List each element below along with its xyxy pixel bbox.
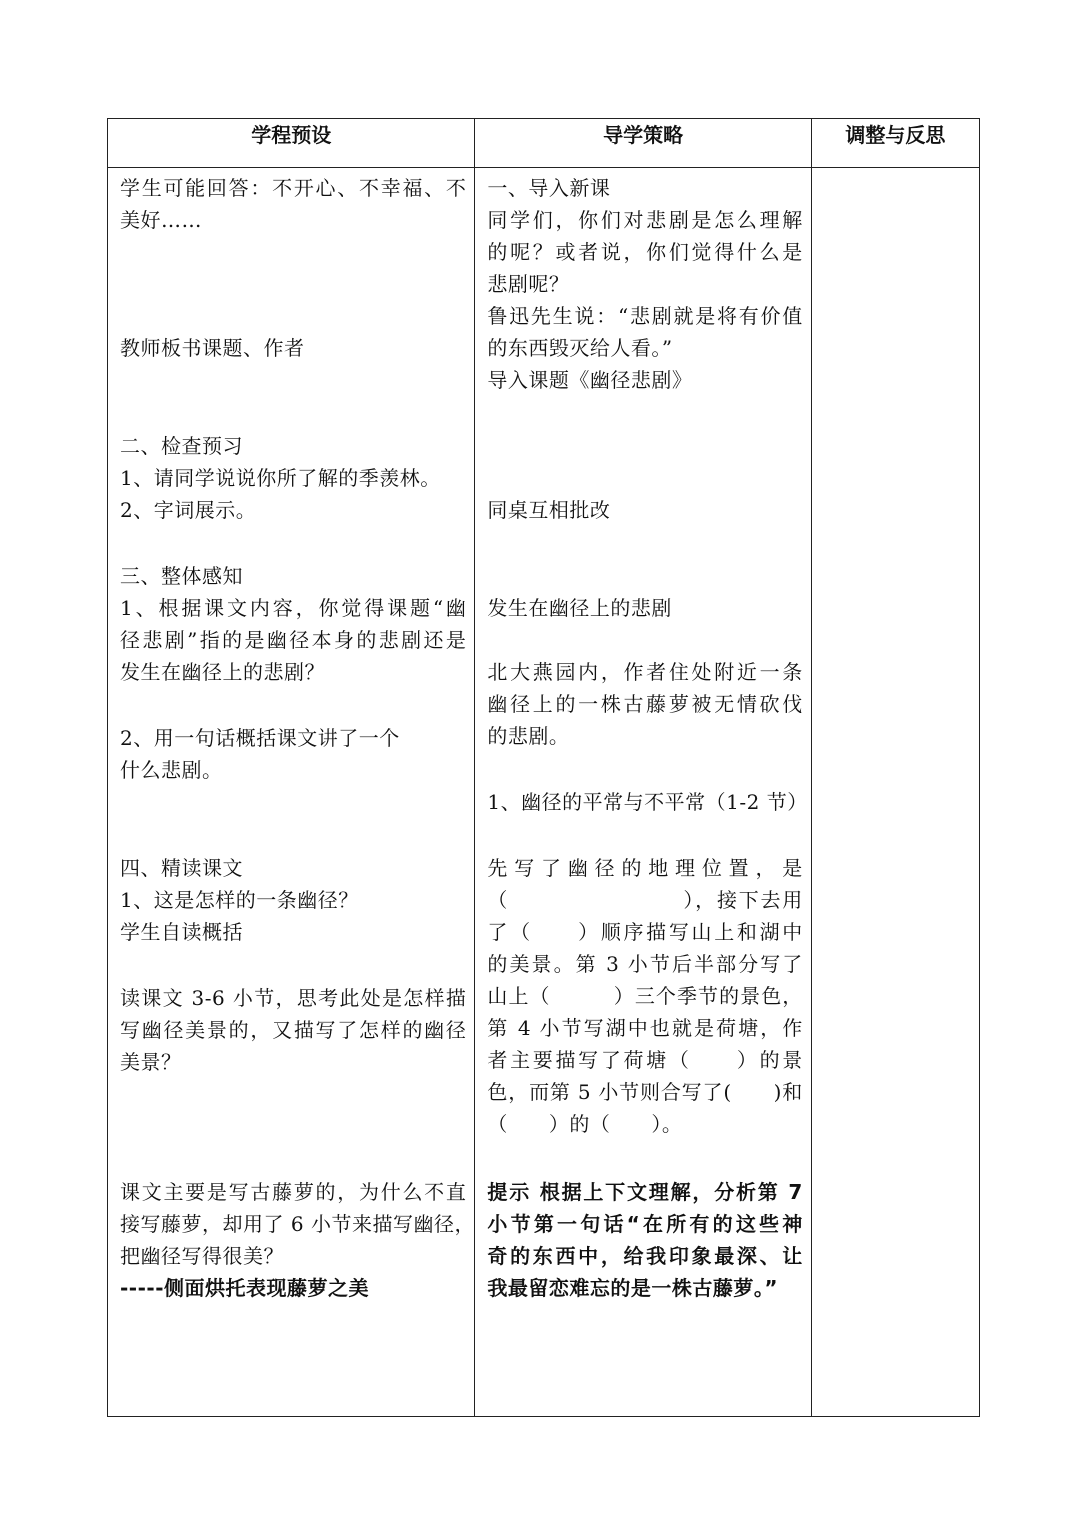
text-line: 同学们，你们对悲剧是怎么理解 xyxy=(487,208,803,232)
learning-preset-text xyxy=(108,168,474,1416)
text-line: （ ），接下去用 xyxy=(487,888,803,912)
lesson-plan-table xyxy=(107,118,980,1417)
text-line: 学生可能回答：不开心、不幸福、不 xyxy=(120,176,467,200)
text-line: 鲁迅先生说：“悲剧就是将有价值 xyxy=(487,304,803,328)
text-line: 1、这是怎样的一条幽径？ xyxy=(120,888,359,912)
text-line: 2、用一句话概括课文讲了一个 xyxy=(120,726,400,750)
text-line: 了（ ）顺序描写山上和湖中 xyxy=(487,920,803,944)
text-line: 者主要描写了荷塘（ ）的景 xyxy=(487,1048,803,1072)
text-line: 把幽径写得很美？ xyxy=(120,1244,284,1268)
text-line: 1、根据课文内容，你觉得课题“幽 xyxy=(120,596,467,620)
text-line: 先写了幽径的地理位置，是 xyxy=(487,856,803,880)
learning-preset-cell xyxy=(108,168,475,1417)
text-line: 提示 根据上下文理解，分析第 7 xyxy=(487,1180,803,1204)
text-line: 第 4 小节写湖中也就是荷塘，作 xyxy=(487,1016,803,1040)
text-line: 什么悲剧。 xyxy=(120,758,223,782)
adjust-reflect-cell xyxy=(811,168,979,1417)
text-line: 发生在幽径上的悲剧？ xyxy=(120,660,325,684)
text-line: 美好…… xyxy=(120,208,202,232)
guidance-strategy-text xyxy=(475,168,810,1416)
text-line: 读课文 3-6 小节，思考此处是怎样描 xyxy=(120,986,467,1010)
text-line: 发生在幽径上的悲剧 xyxy=(487,596,672,620)
header-adjust-reflect: 调整与反思 xyxy=(811,119,979,168)
text-line: 的美景。第 3 小节后半部分写了 xyxy=(487,952,803,976)
header-learning-preset: 学程预设 xyxy=(108,119,475,168)
text-line: 接写藤萝，却用了 6 小节来描写幽径， xyxy=(120,1212,475,1236)
text-line: 三、整体感知 xyxy=(120,564,243,588)
header-guidance-strategy: 导学策略 xyxy=(475,119,811,168)
text-line: 1、幽径的平常与不平常（1-2 节） xyxy=(487,790,808,814)
text-line: 教师板书课题、作者 xyxy=(120,336,305,360)
text-line: 山上（ ）三个季节的景色， xyxy=(487,984,803,1008)
text-line: 的悲剧。 xyxy=(487,724,570,748)
text-line: -----侧面烘托表现藤萝之美 xyxy=(120,1276,370,1300)
table-body-row xyxy=(108,168,980,1417)
text-line: 的东西毁灭给人看。” xyxy=(487,336,673,360)
text-line: 北大燕园内，作者住处附近一条 xyxy=(487,660,803,684)
text-line: 一、导入新课 xyxy=(487,176,611,200)
text-line: 2、字词展示。 xyxy=(120,498,257,522)
guidance-strategy-cell xyxy=(475,168,811,1417)
text-line: 课文主要是写古藤萝的，为什么不直 xyxy=(120,1180,467,1204)
text-line: （ ）的（ ）。 xyxy=(487,1112,683,1136)
text-line: 学生自读概括 xyxy=(120,920,243,944)
text-line: 写幽径美景的，又描写了怎样的幽径 xyxy=(120,1018,467,1042)
text-line: 奇的东西中，给我印象最深、让 xyxy=(487,1244,803,1268)
text-line: 1、请同学说说你所了解的季羡林。 xyxy=(120,466,441,490)
text-line: 同桌互相批改 xyxy=(487,498,611,522)
text-line: 四、精读课文 xyxy=(120,856,243,880)
text-line: 导入课题《幽径悲剧》 xyxy=(487,368,693,392)
text-line: 色，而第 5 小节则合写了( )和 xyxy=(487,1080,803,1104)
adjust-reflect-text xyxy=(812,168,979,1416)
text-line: 悲剧呢？ xyxy=(487,272,570,296)
text-line: 二、检查预习 xyxy=(120,434,243,458)
text-line: 小节第一句话“在所有的这些神 xyxy=(487,1212,803,1236)
text-line: 的呢？或者说，你们觉得什么是 xyxy=(487,240,803,264)
text-line: 美景？ xyxy=(120,1050,182,1074)
text-line: 我最留恋难忘的是一株古藤萝。” xyxy=(487,1276,779,1300)
table-header-row xyxy=(108,119,980,168)
text-line: 幽径上的一株古藤萝被无情砍伐 xyxy=(487,692,803,716)
text-line: 径悲剧”指的是幽径本身的悲剧还是 xyxy=(120,628,467,652)
